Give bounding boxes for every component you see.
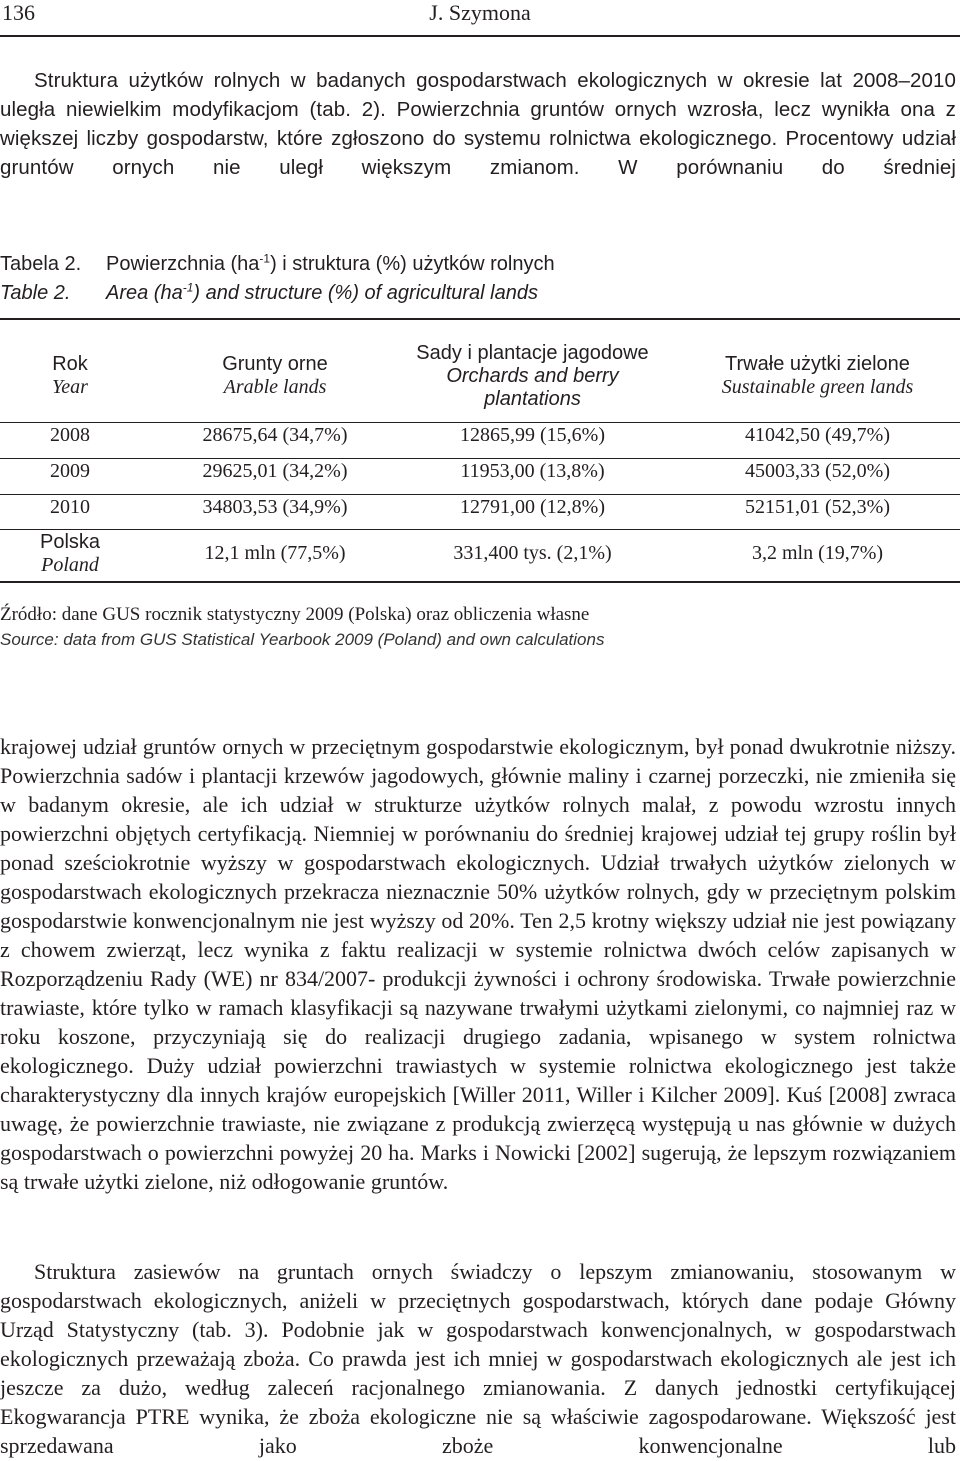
body-paragraph-1: krajowej udział gruntów ornych w przeciętnym gospodarstwie ekologicznym, był ponad dwukrotnie niższy. Powierzchnia sadów i plantacji krzewów jagodowych, głównie maliny i czarnej porzeczki, nie zmieniła się w badanym okresie, ale ich udział w strukturze użytków rolnych malał, z powodu wzrostu innych powierzchni objętych certyfikacją. Niemniej w porównaniu do średniej krajowej udział tej grupy roślin był ponad sześciokrotnie wyższy w gospodarstwach ekologicznych. Udział trwałych użytków zielonych w gospodarstwach ekologicznych przekracza nieznacznie 50% użytków rolnych, gdy w przeciętnym polskim gospodarstwie konwencjonalnym nie jest wyższy od 20%. Ten 2,5 krotny większy udział nie jest powiązany z chowem zwierząt, lecz wynika z faktu realizacji w systemie rolnictwa dwóch celów zapisanych w Rozporządzeniu Rady (WE) nr 834/2007- produkcji żywności i ochrony środowiska. Trwałe powierzchnie trawiaste, które tylko w ramach klasyfikacji są nazywane trwałymi użytkami zielonymi, co najmniej raz w roku koszone, przyczyniają się do realizacji drugiego zadania, wpisanego w system rolnictwa ekologicznego. Duży udział powierzchni trawiastych w systemie rolnictwa ekologicznego jest także charakterystyczny dla innych krajów europejskich [Willer 2011, Willer i Kilcher 2009]. Kuś [2008] zwraca uwagę, że powierzchnie trawiaste, nie związane z produkcją zwierzęcą występują u nas głównie w dużych gospodarstwach o powierzchni powyżej 20 ha. Marks i Nowicki [2002] sugerują, że lepszym rozwiązaniem są trwałe użytki zielone, niż odłogowanie gruntów. — [0, 734, 956, 1194]
caption-polish — [0, 250, 900, 279]
cell-green-2010: 52151,01 (52,3%) — [745, 496, 890, 518]
header-orchards: Sady i plantacje jagodowe Orchards and berry plantations — [416, 342, 649, 410]
cell-orchards-2009: 11953,00 (13,8%) — [460, 460, 605, 482]
header-year: Rok Year — [52, 353, 88, 398]
caption-english — [0, 279, 900, 308]
header-green: Trwałe użytki zielone Sustainable green lands — [721, 353, 914, 398]
intro-paragraph: Struktura użytków rolnych w badanych gospodarstwach ekologicznych w okresie lat 2008–2010 uległa niewielkim modyfikacjom (tab. 2). Powierzchnia gruntów ornych wzrosła, lecz wynikła ona z większej liczby gospodarstw, które zgłoszono do systemu rolnictwa ekologicznego. Procentowy udział gruntów ornych nie uległ większym zmianom. W porównaniu do średniej — [0, 69, 956, 179]
page-header — [0, 0, 960, 34]
caption-label-en: Table 2. — [0, 282, 71, 304]
caption-label-pl: Tabela 2. — [0, 253, 82, 275]
cell-year-poland: Polska Poland — [39, 531, 101, 576]
cell-orchards-poland: 331,400 tys. (2,1%) — [453, 542, 612, 564]
cell-green-2008: 41042,50 (49,7%) — [745, 424, 890, 446]
caption-title-pl: Powierzchnia $(ha^{-1})$ i struktura (%) użytków rolnych — [106, 251, 555, 275]
source-english: Source: data from GUS Statistical Yearbook 2009 (Poland) and own calculations — [0, 630, 605, 649]
running-head: J. Szymona — [429, 0, 531, 25]
table-header-rule — [0, 422, 960, 423]
caption-title-en: Area $(ha^{-1})$ and structure (%) of agricultural lands — [106, 280, 538, 304]
header-arable: Grunty orne Arable lands — [222, 353, 328, 398]
cell-arable-poland: 12,1 mln (77,5%) — [204, 542, 346, 564]
table-row-rule — [0, 458, 960, 459]
cell-orchards-2008: 12865,99 (15,6%) — [460, 424, 605, 446]
body-paragraph-2: Struktura zasiewów na gruntach ornych świadczy o lepszym zmianowaniu, stosowanym w gospodarstwach ekologicznych, aniżeli w przeciętnych gospodarstwach, których dane podaje Główny Urząd Statystyczny (tab. 3). Podobnie jak w gospodarstwach konwencjonalnych, w gospodarstwach ekologicznych przeważają zboża. Co prawda jest ich mniej w gospodarstwach ekologicznych ale jest ich jeszcze za dużo, według zaleceń racjonalnego zmianowania. Z danych jednostki certyfikującej Ekogwarancja PTRE wynika, że zboża ekologiczne nie są właściwie zagospodarowane. Większość jest sprzedawana jako zboże konwencjonalne lub — [0, 1259, 956, 1458]
cell-green-poland: 3,2 mln (19,7%) — [751, 542, 884, 564]
cell-green-2009: 45003,33 (52,0%) — [745, 460, 890, 482]
table-bottom-rule — [0, 581, 960, 583]
table-row-rule — [0, 529, 960, 530]
cell-year-2010: 2010 — [50, 496, 90, 518]
page-number: 136 — [2, 0, 35, 25]
table-row-rule — [0, 494, 960, 495]
header-rule — [0, 35, 960, 37]
table-caption — [0, 250, 900, 308]
cell-orchards-2010: 12791,00 (12,8%) — [460, 496, 605, 518]
cell-arable-2008: 28675,64 (34,7%) — [202, 424, 348, 446]
source-polish: Źródło: dane GUS rocznik statystyczny 2009 (Polska) oraz obliczenia własne — [0, 604, 590, 625]
cell-arable-2009: 29625,01 (34,2%) — [202, 460, 348, 482]
table-source — [0, 602, 960, 652]
cell-arable-2010: 34803,53 (34,9%) — [202, 496, 348, 518]
cell-year-2008: 2008 — [50, 424, 90, 446]
table-top-rule — [0, 318, 960, 320]
cell-year-2009: 2009 — [50, 460, 90, 482]
